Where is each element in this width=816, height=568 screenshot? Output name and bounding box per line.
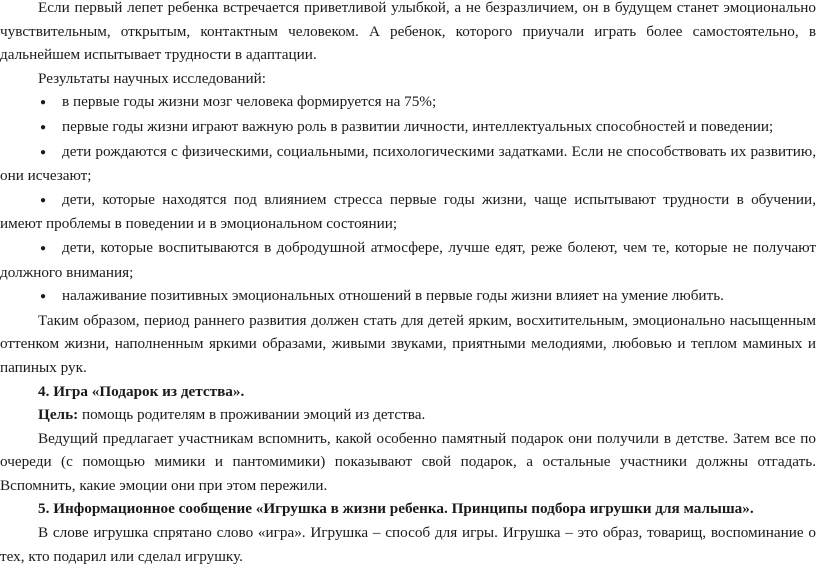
research-results-heading: Результаты научных исследований: [38, 69, 266, 87]
bullet-icon: ● [40, 242, 47, 254]
list-item [0, 284, 816, 309]
list-item [0, 236, 816, 284]
goal-label: Цель: [38, 406, 79, 424]
list-item [0, 188, 816, 236]
info-heading [0, 497, 816, 521]
list-item [0, 115, 816, 140]
goal-line [0, 403, 816, 427]
toy-paragraph: В слове игрушка спрятано слово «игра». Игрушка – способ для игры. Игрушка – это образ, товарищ, воспоминание о тех, кто подарил или сделал игрушку. [0, 524, 816, 565]
bullet-icon: ● [40, 146, 47, 158]
list-item [0, 140, 816, 188]
list-item-text: дети рождаются с физическими, социальными, психологическими задатками. Если не способствовать их развитию, они исчезают; [0, 142, 816, 185]
bullet-icon: ● [40, 121, 47, 133]
list-item-text: дети, которые воспитываются в добродушной атмосфере, лучше едят, реже болеют, чем те, которые не получают должного внимания; [0, 238, 816, 281]
list-item-text: в первые годы жизни мозг человека формируется на 75%; [62, 93, 437, 111]
bullet-icon: ● [40, 97, 47, 109]
conclusion-paragraph: Таким образом, период раннего развития должен стать для детей ярким, восхитительным, эмоционально насыщенным оттенком жизни, наполненным яркими образами, живыми звуками, приятными мелодиями, любовью и теплом маминых и папиных рук. [0, 311, 816, 376]
game-heading [0, 380, 816, 404]
list-item [0, 90, 816, 115]
list-item-text: дети, которые находятся под влиянием стресса первые годы жизни, чаще испытывают трудности в обучении, имеют проблемы в поведении и в эмоциональном состоянии; [0, 190, 816, 233]
bullet-icon: ● [40, 291, 47, 303]
list-item-text: налаживание позитивных эмоциональных отношений в первые годы жизни влияет на умение любить. [62, 287, 724, 305]
bullet-icon: ● [40, 194, 47, 206]
intro-paragraph: Если первый лепет ребенка встречается приветливой улыбкой, а не безразличием, он в будущем станет эмоционально чувствительным, открытым, контактным человеком. А ребенок, которого приучали играть более самостоятельно, в дальнейшем испытывает трудности в адаптации. [0, 0, 816, 64]
list-item-text: первые годы жизни играют важную роль в развитии личности, интеллектуальных способностей и поведении; [62, 117, 774, 135]
goal-text: помощь родителям в проживании эмоций из детства. [78, 406, 426, 424]
game-heading-text: 4. Игра «Подарок из детства». [38, 382, 245, 400]
info-heading-text: 5. Информационное сообщение «Игрушка в жизни ребенка. Принципы подбора игрушки для малыша». [38, 500, 754, 518]
game-description-paragraph: Ведущий предлагает участникам вспомнить, какой особенно памятный подарок они получили в детстве. Затем все по очереди (с помощью мимики и пантомимики) показывают свой подарок, а остальные участники должны отгадать. Вспомнить, какие эмоции они при этом пережили. [0, 429, 816, 494]
